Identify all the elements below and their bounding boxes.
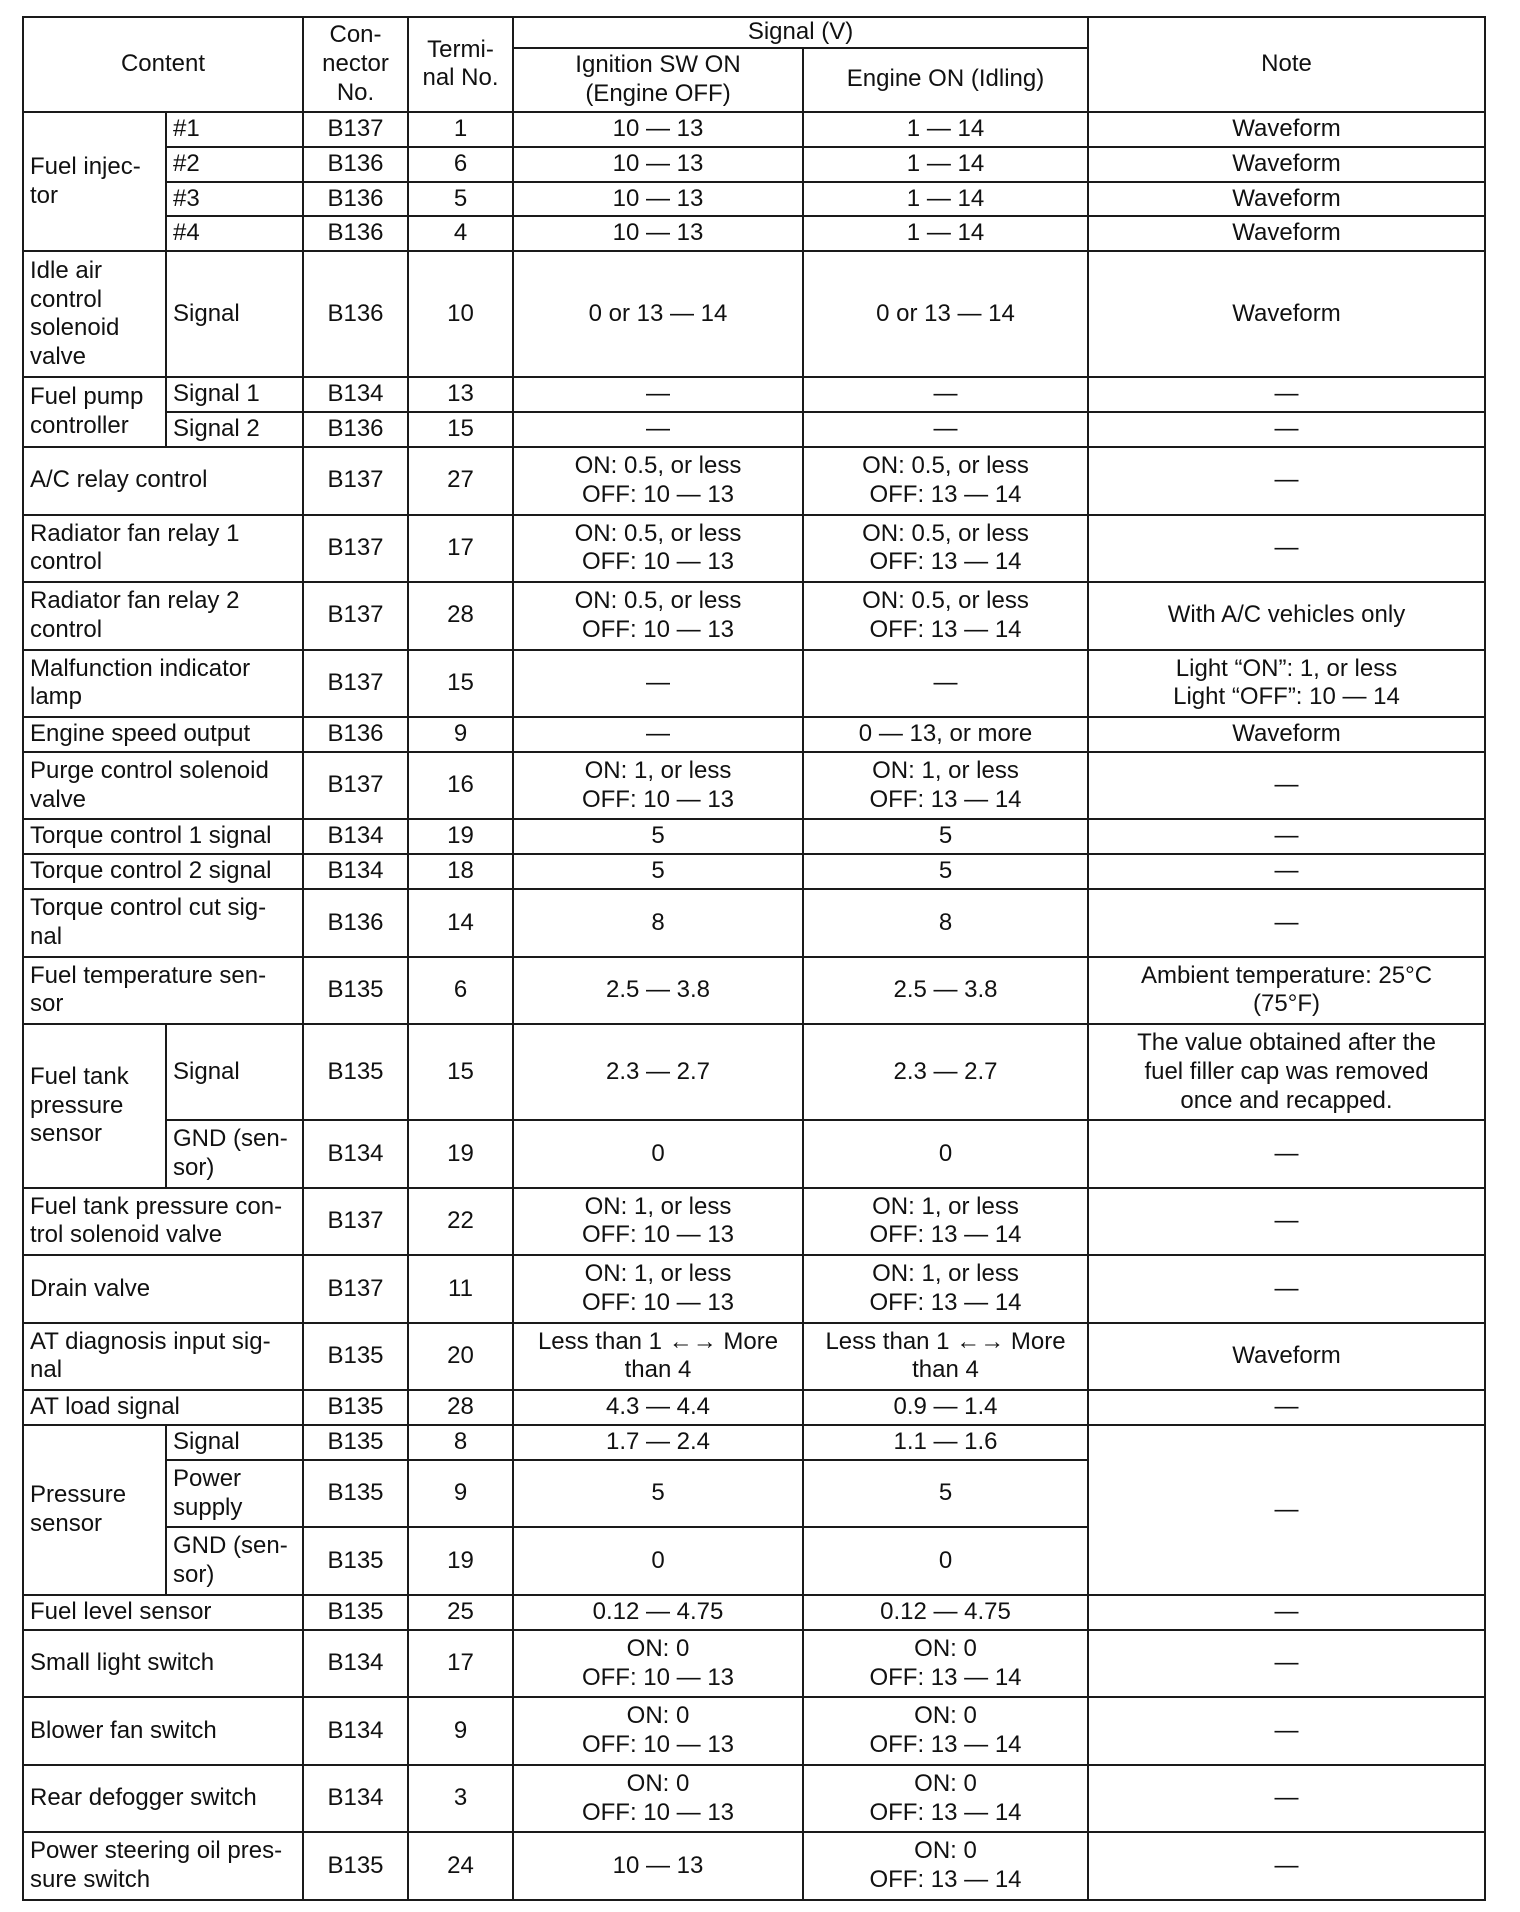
sub-label: Power supply [166,1460,303,1528]
note-cell: Waveform [1088,717,1485,752]
engine-on-cell: 0 — 13, or more [803,717,1088,752]
note-cell: — [1088,377,1485,412]
note-cell: — [1088,819,1485,854]
engine-on-cell: — [803,412,1088,447]
ignition-on-cell: ON: 1, or less OFF: 10 — 13 [513,752,803,820]
engine-on-cell: ON: 0.5, or less OFF: 13 — 14 [803,582,1088,650]
ignition-on-cell: ON: 0 OFF: 10 — 13 [513,1630,803,1698]
ignition-on-cell: 5 [513,1460,803,1528]
ignition-on-cell: 10 — 13 [513,182,803,217]
table-row [23,377,1485,412]
engine-on-cell: Less than 1 ←→ More than 4 [803,1323,1088,1391]
terminal-cell: 14 [408,889,513,957]
terminal-cell: 15 [408,412,513,447]
header-terminal: Termi- nal No. [408,17,513,112]
table-row [23,1390,1485,1425]
note-cell: Waveform [1088,1323,1485,1391]
terminal-cell: 17 [408,515,513,583]
connector-cell: B137 [303,582,408,650]
note-cell: — [1088,1120,1485,1188]
ignition-on-cell: 10 — 13 [513,1832,803,1900]
connector-cell: B137 [303,752,408,820]
ignition-on-cell: — [513,377,803,412]
ignition-on-cell: 5 [513,854,803,889]
content-label: Engine speed output [23,717,303,752]
note-cell: — [1088,1188,1485,1256]
table-row [23,1630,1485,1698]
table-row [23,182,1485,217]
sub-label: #2 [166,147,303,182]
engine-on-cell: — [803,377,1088,412]
content-label: Torque control 1 signal [23,819,303,854]
connector-cell: B135 [303,1024,408,1120]
table-row [23,112,1485,147]
engine-on-cell: 8 [803,889,1088,957]
content-label: Malfunction indicator lamp [23,650,303,718]
sub-label: GND (sen- sor) [166,1527,303,1595]
table-row [23,1188,1485,1256]
ignition-on-cell: ON: 0 OFF: 10 — 13 [513,1697,803,1765]
table-row [23,650,1485,718]
header-engine-on: Engine ON (Idling) [803,48,1088,112]
terminal-cell: 5 [408,182,513,217]
signal-table-container [22,16,1484,1901]
connector-cell: B136 [303,251,408,377]
group-fuel-pump-controller: Fuel pump controller [23,377,166,447]
note-cell: — [1088,1595,1485,1630]
sub-label: #3 [166,182,303,217]
table-row [23,447,1485,515]
engine-on-cell: ON: 1, or less OFF: 13 — 14 [803,1188,1088,1256]
connector-cell: B135 [303,1425,408,1460]
content-label: Radiator fan relay 1 control [23,515,303,583]
table-row [23,515,1485,583]
table-row [23,957,1485,1025]
terminal-cell: 19 [408,819,513,854]
terminal-cell: 19 [408,1120,513,1188]
engine-on-cell: 0 or 13 — 14 [803,251,1088,377]
connector-cell: B137 [303,1188,408,1256]
connector-cell: B135 [303,1323,408,1391]
note-cell: Waveform [1088,112,1485,147]
group-idle-air-control: Idle air control solenoid valve [23,251,166,377]
ignition-on-cell: 2.5 — 3.8 [513,957,803,1025]
table-row [23,1120,1485,1188]
ignition-on-cell: — [513,717,803,752]
ignition-on-cell: 5 [513,819,803,854]
terminal-cell: 28 [408,582,513,650]
table-row [23,147,1485,182]
content-label: Radiator fan relay 2 control [23,582,303,650]
ignition-on-cell: 8 [513,889,803,957]
ignition-on-cell: 10 — 13 [513,147,803,182]
group-pressure-sensor: Pressure sensor [23,1425,166,1595]
table-row [23,819,1485,854]
sub-label: Signal [166,251,303,377]
sub-label: Signal 2 [166,412,303,447]
note-cell: Waveform [1088,251,1485,377]
content-label: Fuel tank pressure con- trol solenoid valve [23,1188,303,1256]
engine-on-cell: — [803,650,1088,718]
note-cell: — [1088,752,1485,820]
connector-cell: B134 [303,819,408,854]
connector-cell: B134 [303,854,408,889]
sub-label: #4 [166,216,303,251]
terminal-cell: 24 [408,1832,513,1900]
sub-label: #1 [166,112,303,147]
engine-on-cell: ON: 0 OFF: 13 — 14 [803,1765,1088,1833]
terminal-cell: 9 [408,1697,513,1765]
note-cell: — [1088,515,1485,583]
engine-on-cell: 1 — 14 [803,112,1088,147]
table-row [23,582,1485,650]
terminal-cell: 15 [408,1024,513,1120]
note-cell: With A/C vehicles only [1088,582,1485,650]
note-cell: Light “ON”: 1, or less Light “OFF”: 10 — 14 [1088,650,1485,718]
note-cell: — [1088,854,1485,889]
engine-on-cell: 0.12 — 4.75 [803,1595,1088,1630]
ignition-on-cell: 1.7 — 2.4 [513,1425,803,1460]
connector-cell: B137 [303,112,408,147]
terminal-cell: 20 [408,1323,513,1391]
note-cell: Waveform [1088,147,1485,182]
group-fuel-tank-pressure-sensor: Fuel tank pressure sensor [23,1024,166,1188]
engine-on-cell: ON: 0 OFF: 13 — 14 [803,1832,1088,1900]
content-label: Small light switch [23,1630,303,1698]
table-row [23,1595,1485,1630]
terminal-cell: 22 [408,1188,513,1256]
connector-cell: B136 [303,412,408,447]
connector-cell: B137 [303,515,408,583]
table-row [23,1765,1485,1833]
sub-label: Signal 1 [166,377,303,412]
connector-cell: B135 [303,1527,408,1595]
content-label: AT load signal [23,1390,303,1425]
terminal-cell: 9 [408,1460,513,1528]
ignition-on-cell: — [513,412,803,447]
ignition-on-cell: ON: 1, or less OFF: 10 — 13 [513,1188,803,1256]
connector-cell: B137 [303,1255,408,1323]
table-row [23,1255,1485,1323]
header-ignition-on: Ignition SW ON (Engine OFF) [513,48,803,112]
terminal-cell: 15 [408,650,513,718]
connector-cell: B135 [303,1460,408,1528]
table-row [23,1697,1485,1765]
engine-on-cell: 0.9 — 1.4 [803,1390,1088,1425]
terminal-cell: 9 [408,717,513,752]
terminal-cell: 13 [408,377,513,412]
table-row [23,1323,1485,1391]
table-row [23,889,1485,957]
terminal-cell: 19 [408,1527,513,1595]
ignition-on-cell: 10 — 13 [513,112,803,147]
ignition-on-cell: ON: 0 OFF: 10 — 13 [513,1765,803,1833]
group-fuel-injector: Fuel injec- tor [23,112,166,252]
ignition-on-cell: 0 [513,1120,803,1188]
ignition-on-cell: ON: 0.5, or less OFF: 10 — 13 [513,515,803,583]
table-row [23,717,1485,752]
ignition-on-cell: 2.3 — 2.7 [513,1024,803,1120]
note-cell: — [1088,1630,1485,1698]
table-row [23,412,1485,447]
ignition-on-cell: Less than 1 ←→ More than 4 [513,1323,803,1391]
connector-cell: B134 [303,1697,408,1765]
content-label: Torque control cut sig- nal [23,889,303,957]
engine-on-cell: 1 — 14 [803,182,1088,217]
connector-cell: B134 [303,377,408,412]
note-cell: — [1088,1697,1485,1765]
ignition-on-cell: ON: 0.5, or less OFF: 10 — 13 [513,447,803,515]
header-note: Note [1088,17,1485,112]
terminal-cell: 4 [408,216,513,251]
ecm-signal-table [22,16,1486,1901]
note-cell: — [1088,889,1485,957]
engine-on-cell: ON: 1, or less OFF: 13 — 14 [803,1255,1088,1323]
terminal-cell: 16 [408,752,513,820]
content-label: Power steering oil pres- sure switch [23,1832,303,1900]
engine-on-cell: ON: 0 OFF: 13 — 14 [803,1697,1088,1765]
connector-cell: B137 [303,650,408,718]
header-signal: Signal (V) [513,17,1088,48]
terminal-cell: 18 [408,854,513,889]
engine-on-cell: ON: 1, or less OFF: 13 — 14 [803,752,1088,820]
engine-on-cell: 0 [803,1120,1088,1188]
engine-on-cell: ON: 0.5, or less OFF: 13 — 14 [803,515,1088,583]
connector-cell: B136 [303,889,408,957]
note-cell: Waveform [1088,216,1485,251]
engine-on-cell: 2.3 — 2.7 [803,1024,1088,1120]
content-label: Fuel temperature sen- sor [23,957,303,1025]
content-label: Rear defogger switch [23,1765,303,1833]
engine-on-cell: 0 [803,1527,1088,1595]
ignition-on-cell: 0.12 — 4.75 [513,1595,803,1630]
table-row [23,251,1485,377]
table-row [23,216,1485,251]
engine-on-cell: 5 [803,819,1088,854]
table-row [23,1425,1485,1460]
connector-cell: B137 [303,447,408,515]
note-cell: — [1088,1425,1485,1595]
sub-label: Signal [166,1425,303,1460]
engine-on-cell: 5 [803,854,1088,889]
table-row [23,752,1485,820]
engine-on-cell: 2.5 — 3.8 [803,957,1088,1025]
header-content: Content [23,17,303,112]
terminal-cell: 25 [408,1595,513,1630]
ignition-on-cell: ON: 1, or less OFF: 10 — 13 [513,1255,803,1323]
ignition-on-cell: 0 or 13 — 14 [513,251,803,377]
connector-cell: B134 [303,1765,408,1833]
connector-cell: B136 [303,182,408,217]
sub-label: GND (sen- sor) [166,1120,303,1188]
terminal-cell: 28 [408,1390,513,1425]
content-label: Torque control 2 signal [23,854,303,889]
engine-on-cell: 1 — 14 [803,147,1088,182]
connector-cell: B135 [303,1832,408,1900]
note-cell: — [1088,412,1485,447]
content-label: Purge control solenoid valve [23,752,303,820]
content-label: Blower fan switch [23,1697,303,1765]
engine-on-cell: ON: 0 OFF: 13 — 14 [803,1630,1088,1698]
note-cell: — [1088,1390,1485,1425]
connector-cell: B135 [303,1595,408,1630]
terminal-cell: 8 [408,1425,513,1460]
ignition-on-cell: — [513,650,803,718]
note-cell: Waveform [1088,182,1485,217]
ignition-on-cell: 10 — 13 [513,216,803,251]
note-cell: — [1088,1765,1485,1833]
terminal-cell: 11 [408,1255,513,1323]
terminal-cell: 17 [408,1630,513,1698]
engine-on-cell: 1.1 — 1.6 [803,1425,1088,1460]
engine-on-cell: 1 — 14 [803,216,1088,251]
engine-on-cell: ON: 0.5, or less OFF: 13 — 14 [803,447,1088,515]
sub-label: Signal [166,1024,303,1120]
table-row [23,1832,1485,1900]
connector-cell: B135 [303,1390,408,1425]
content-label: Drain valve [23,1255,303,1323]
connector-cell: B134 [303,1120,408,1188]
connector-cell: B135 [303,957,408,1025]
connector-cell: B136 [303,717,408,752]
terminal-cell: 6 [408,957,513,1025]
table-row [23,854,1485,889]
terminal-cell: 3 [408,1765,513,1833]
note-cell: — [1088,1255,1485,1323]
content-label: A/C relay control [23,447,303,515]
header-connector: Con- nector No. [303,17,408,112]
ignition-on-cell: 4.3 — 4.4 [513,1390,803,1425]
terminal-cell: 27 [408,447,513,515]
ignition-on-cell: ON: 0.5, or less OFF: 10 — 13 [513,582,803,650]
ignition-on-cell: 0 [513,1527,803,1595]
table-row [23,1024,1485,1120]
terminal-cell: 10 [408,251,513,377]
content-label: AT diagnosis input sig- nal [23,1323,303,1391]
note-cell: The value obtained after the fuel filler cap was removed once and recapped. [1088,1024,1485,1120]
content-label: Fuel level sensor [23,1595,303,1630]
note-cell: — [1088,447,1485,515]
terminal-cell: 6 [408,147,513,182]
connector-cell: B136 [303,147,408,182]
note-cell: Ambient temperature: 25°C (75°F) [1088,957,1485,1025]
connector-cell: B134 [303,1630,408,1698]
terminal-cell: 1 [408,112,513,147]
note-cell: — [1088,1832,1485,1900]
engine-on-cell: 5 [803,1460,1088,1528]
connector-cell: B136 [303,216,408,251]
